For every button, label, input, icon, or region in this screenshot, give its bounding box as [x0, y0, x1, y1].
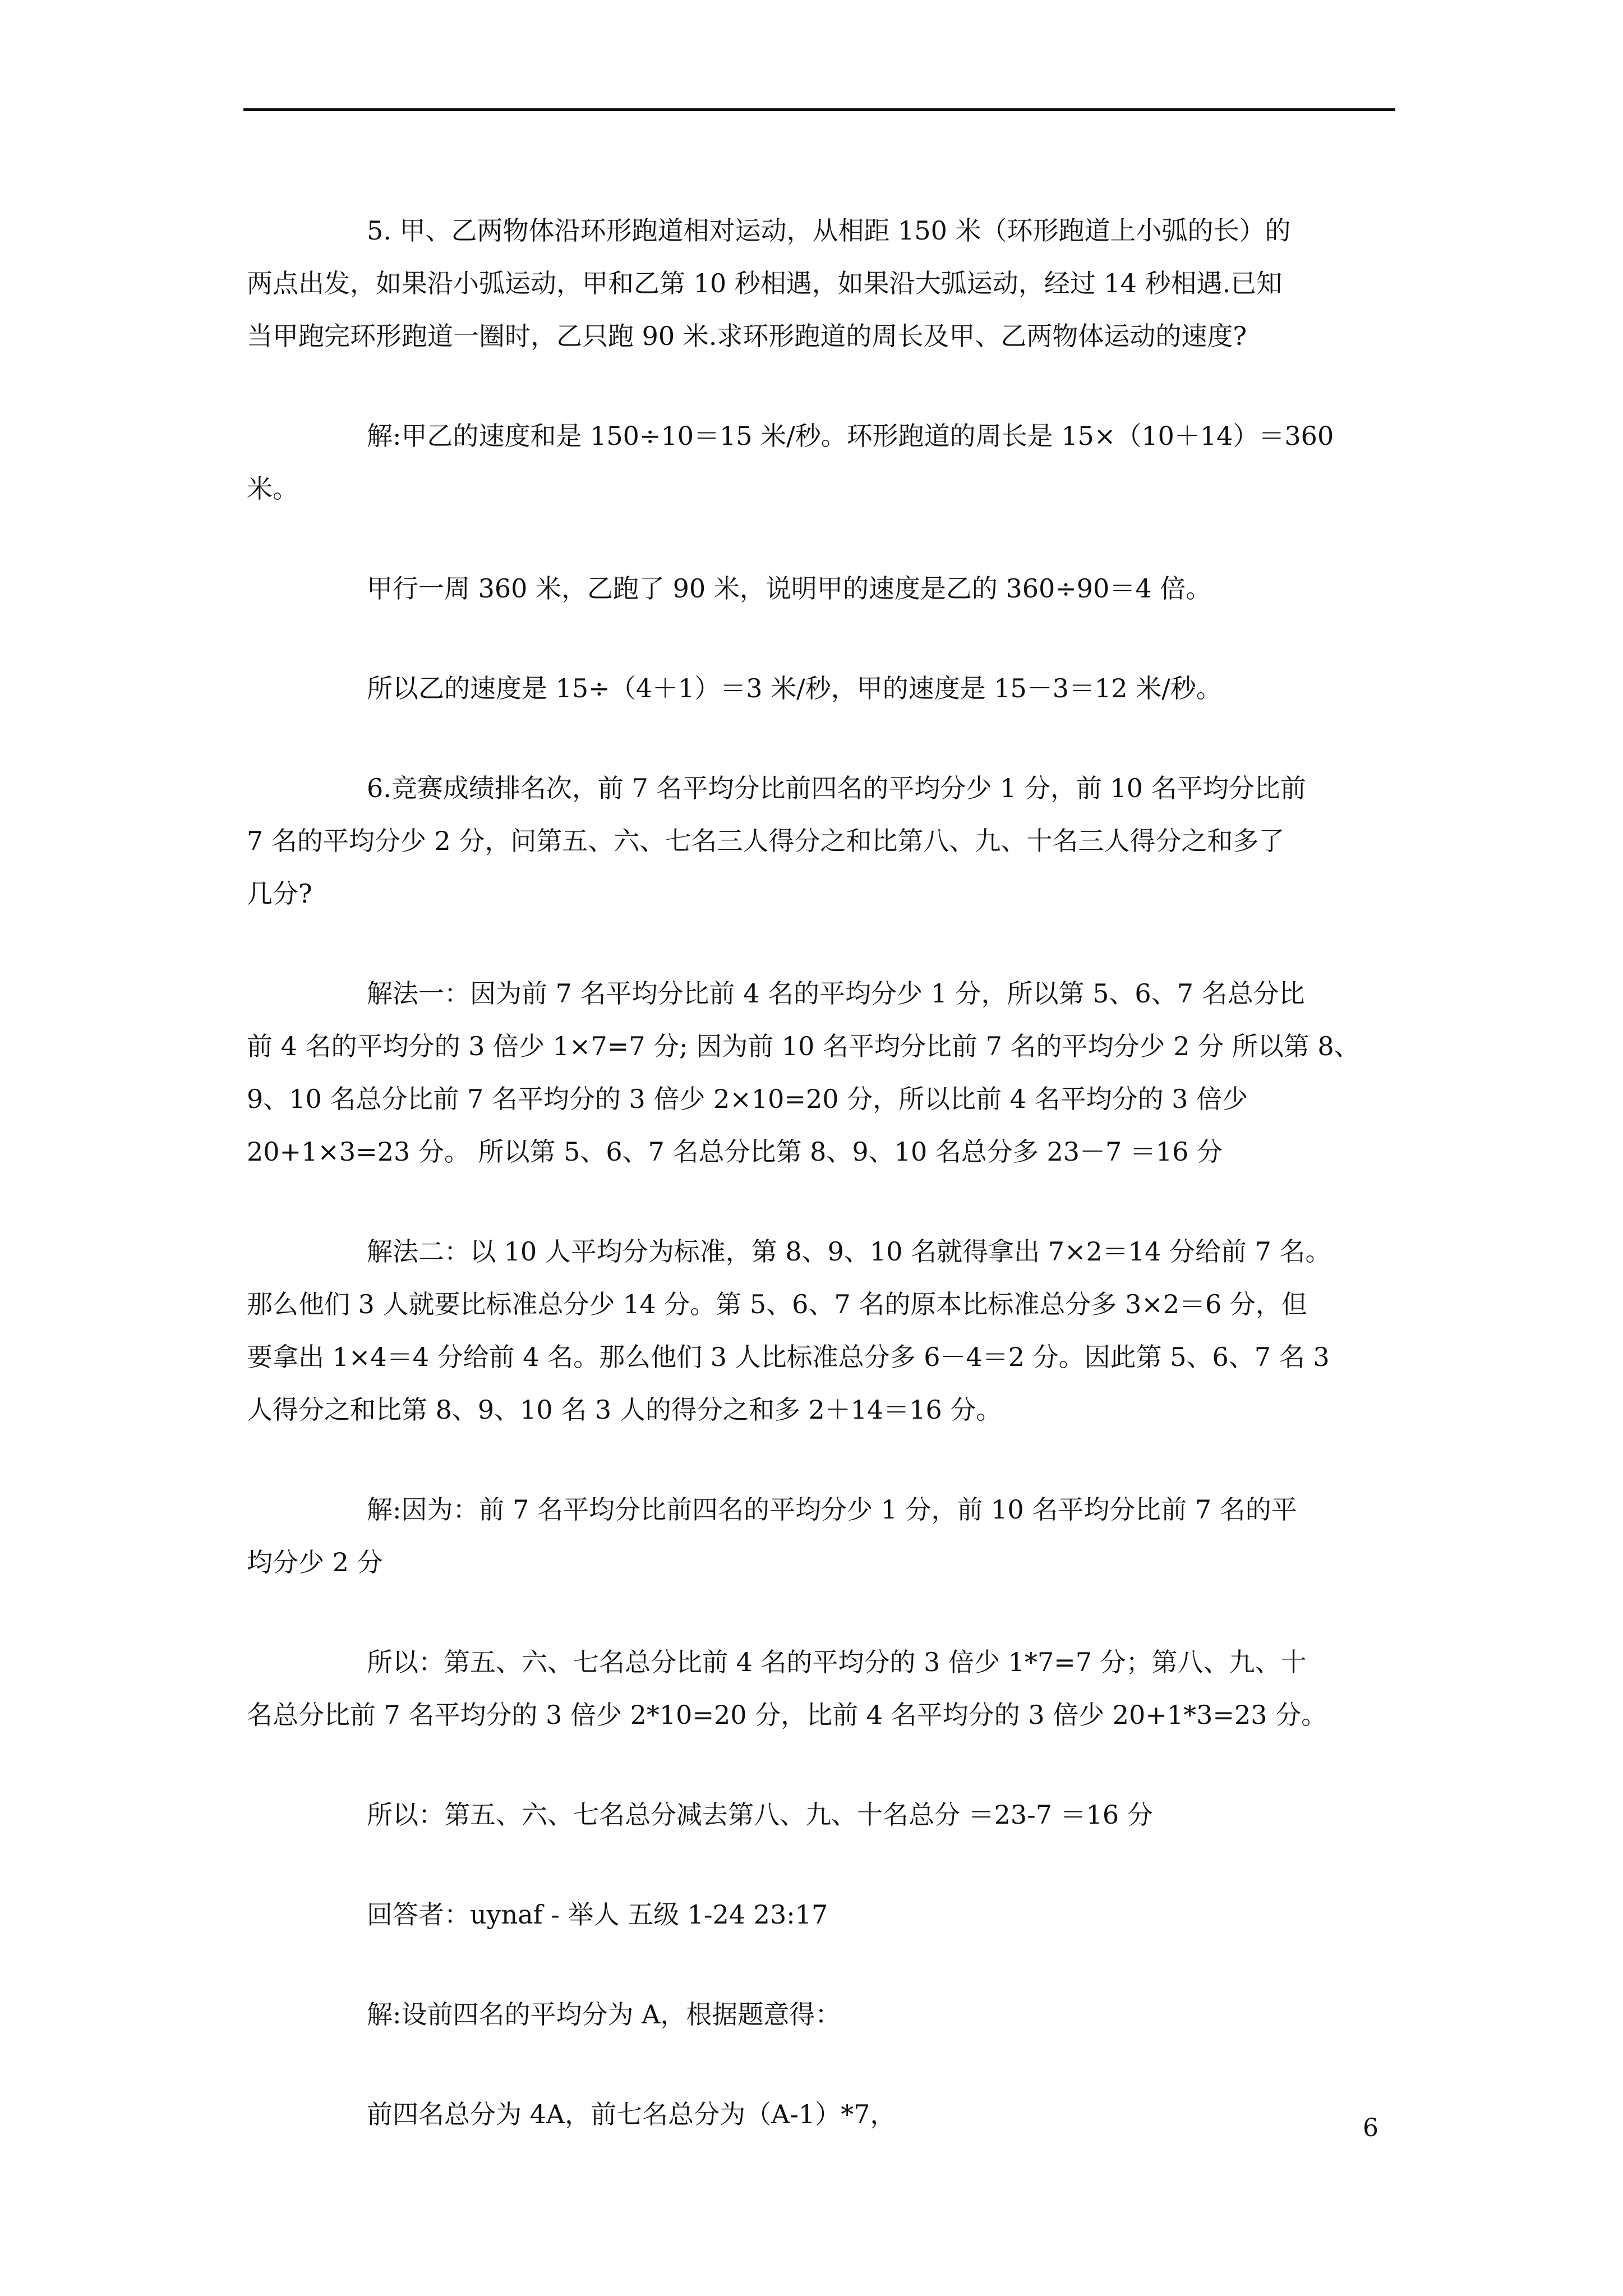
text-line: 均分少 2 分 [247, 1547, 383, 1577]
text-line: 回答者：uynaf - 举人 五级 1-24 23:17 [367, 1899, 828, 1930]
text-line: 两点出发，如果沿小弧运动，甲和乙第 10 秒相遇，如果沿大弧运动，经过 14 秒相遇.已知 [247, 268, 1283, 298]
solution-6-algebra-totals [247, 2088, 1391, 2141]
text-line: 所以：第五、六、七名总分比前 4 名的平均分的 3 倍少 1*7=7 分；第八、九、十 [367, 1647, 1307, 1677]
text-line: 解法一：因为前 7 名平均分比前 4 名的平均分少 1 分，所以第 5、6、7 名总分比 [367, 978, 1305, 1009]
text-line: 前 4 名的平均分的 3 倍少 1×7=7 分; 因为前 10 名平均分比前 7 名的平均分少 2 分 所以第 8、 [247, 1031, 1360, 1061]
solution-6-alt-calc [247, 1636, 1391, 1741]
text-line: 要拿出 1×4＝4 分给前 4 名。那么他们 3 人比标准总分多 6－4＝2 分。因此第 5、6、7 名 3 [247, 1342, 1330, 1372]
solution-6-alt-reason [247, 1483, 1391, 1589]
header-rule [243, 108, 1395, 111]
answerer-info [247, 1888, 1391, 1941]
text-line: 米。 [247, 473, 298, 504]
solution-5-step-3 [247, 662, 1391, 715]
text-line: 20+1×3=23 分。 所以第 5、6、7 名总分比第 8、9、10 名总分多 23－7 ＝16 分 [247, 1137, 1223, 1167]
solution-5-step-2 [247, 562, 1391, 615]
text-line: 前四名总分为 4A，前七名总分为（A-1）*7， [367, 2099, 896, 2129]
text-line: 人得分之和比第 8、9、10 名 3 人的得分之和多 2＋14＝16 分。 [247, 1395, 1002, 1425]
text-line: 6.竞赛成绩排名次，前 7 名平均分比前四名的平均分少 1 分，前 10 名平均分比前 [367, 773, 1306, 803]
solution-6-algebra-setup [247, 1988, 1391, 2041]
text-line: 所以：第五、六、七名总分减去第八、九、十名总分 ＝23-7 ＝16 分 [367, 1800, 1153, 1830]
text-line: 解:因为：前 7 名平均分比前四名的平均分少 1 分，前 10 名平均分比前 7 名的平 [367, 1494, 1297, 1525]
text-line: 甲行一周 360 米，乙跑了 90 米，说明甲的速度是乙的 360÷90＝4 倍。 [367, 573, 1212, 604]
text-line: 7 名的平均分少 2 分，问第五、六、七名三人得分之和比第八、九、十名三人得分之和多了 [247, 826, 1285, 856]
text-line: 解:甲乙的速度和是 150÷10＝15 米/秒。环形跑道的周长是 15×（10＋14）＝360 [367, 421, 1334, 451]
text-line: 名总分比前 7 名平均分的 3 倍少 2*10=20 分，比前 4 名平均分的 3 倍少 20+1*3=23 分。 [247, 1700, 1327, 1730]
document-body [247, 204, 1391, 2188]
text-line: 5. 甲、乙两物体沿环形跑道相对运动，从相距 150 米（环形跑道上小弧的长）的 [367, 215, 1291, 246]
problem-6 [247, 762, 1391, 920]
solution-6-method-1 [247, 967, 1391, 1178]
page-number: 6 [1363, 2114, 1378, 2142]
solution-6-method-2 [247, 1225, 1391, 1436]
text-line: 解:设前四名的平均分为 A，根据题意得： [367, 1999, 841, 2030]
text-line: 当甲跑完环形跑道一圈时，乙只跑 90 米.求环形跑道的周长及甲、乙两物体运动的速度? [247, 321, 1247, 351]
text-line: 9、10 名总分比前 7 名平均分的 3 倍少 2×10=20 分，所以比前 4 名平均分的 3 倍少 [247, 1084, 1248, 1114]
text-line: 几分? [247, 878, 312, 909]
text-line: 那么他们 3 人就要比标准总分少 14 分。第 5、6、7 名的原本比标准总分多 3×2＝6 分，但 [247, 1289, 1307, 1319]
solution-6-alt-result [247, 1788, 1391, 1841]
problem-5 [247, 204, 1391, 362]
solution-5-step-1 [247, 409, 1391, 515]
text-line: 所以乙的速度是 15÷（4＋1）＝3 米/秒，甲的速度是 15－3＝12 米/秒。 [367, 673, 1222, 703]
text-line: 解法二：以 10 人平均分为标准，第 8、9、10 名就得拿出 7×2＝14 分给前 7 名。 [367, 1236, 1331, 1267]
